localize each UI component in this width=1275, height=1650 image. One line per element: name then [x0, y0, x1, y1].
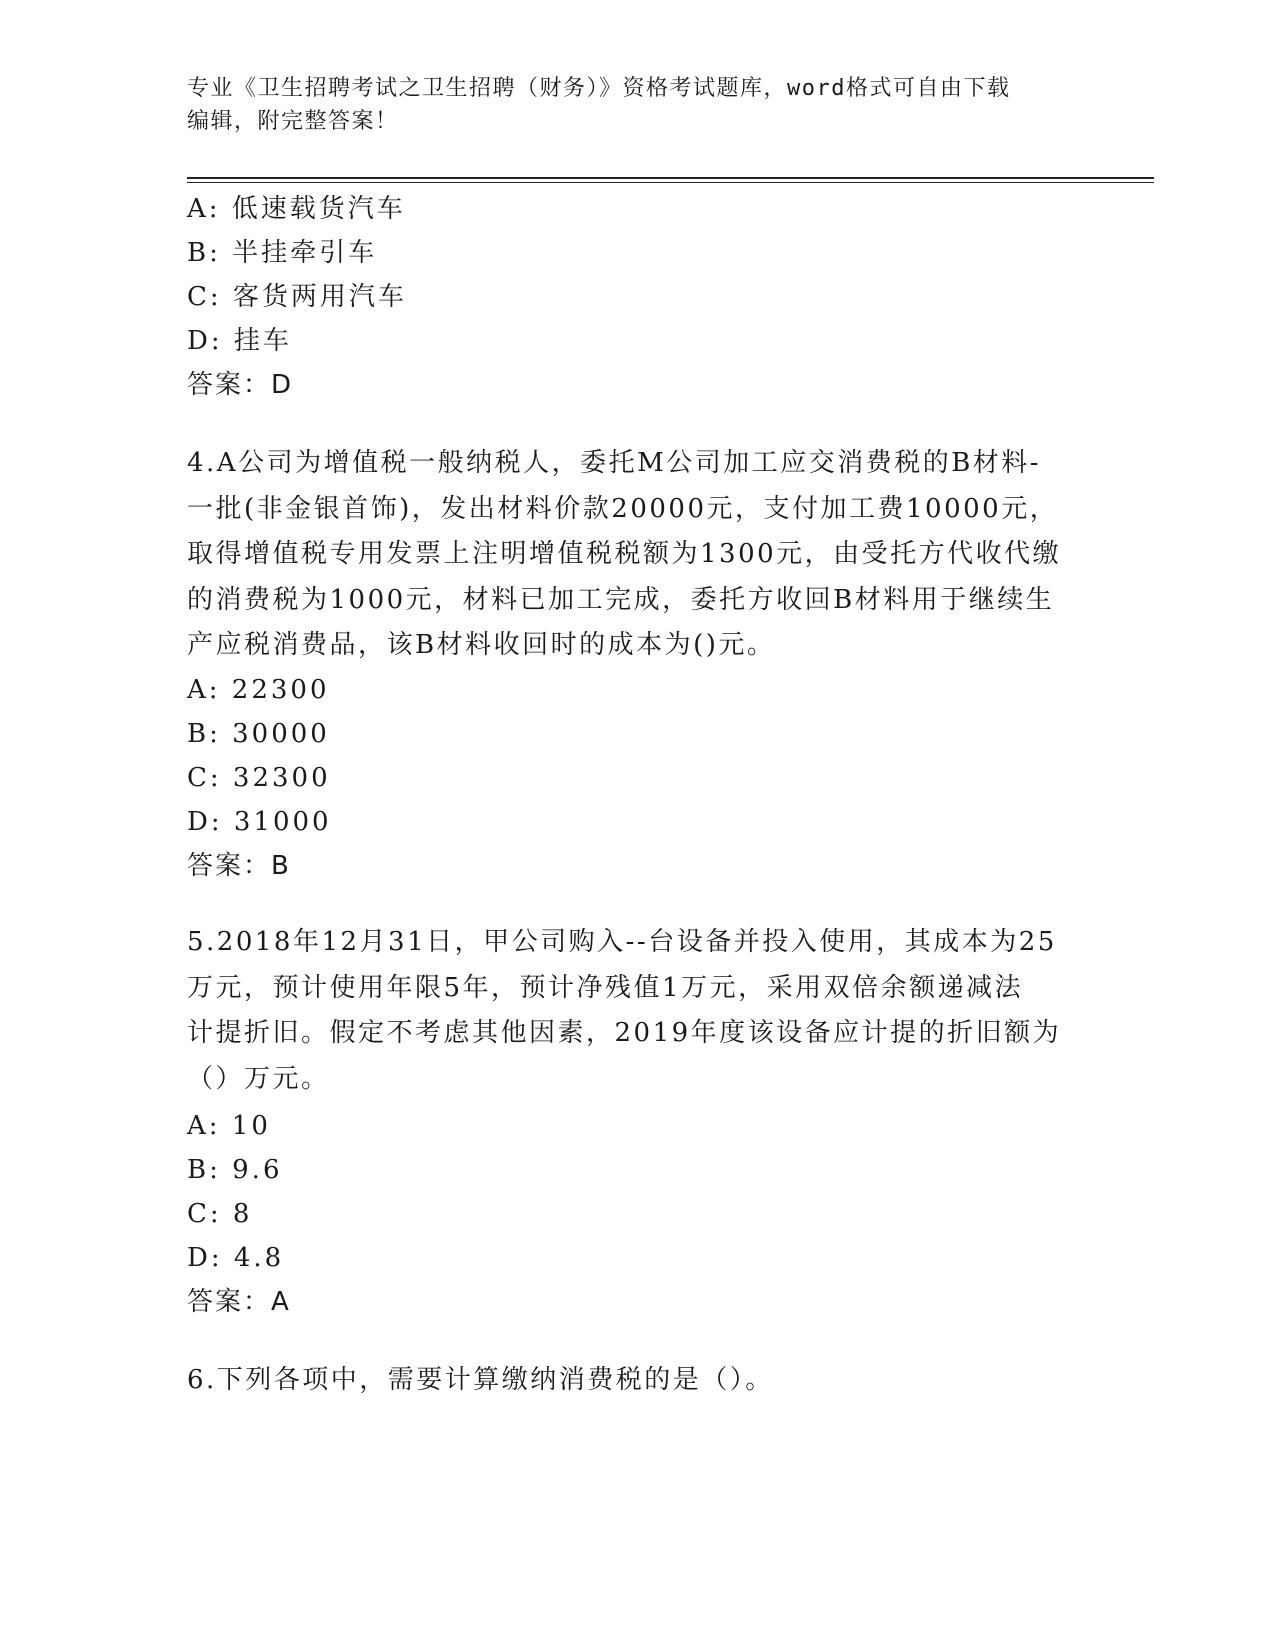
q3-option-d: D: 挂车 — [187, 326, 292, 356]
header-divider-thin — [187, 182, 1154, 183]
q3-answer: 答案：D — [187, 370, 294, 400]
q3-option-b: B: 半挂牵引车 — [187, 238, 378, 268]
document-header — [187, 72, 1087, 138]
q4-question-line-5: 产应税消费品，该B材料收回时的成本为()元。 — [187, 630, 776, 660]
q6-question-line-1: 6.下列各项中，需要计算缴纳消费税的是（）。 — [187, 1365, 774, 1395]
q4-question-line-1: 4.A公司为增值税一般纳税人，委托M公司加工应交消费税的B材料- — [187, 448, 1042, 478]
q5-option-b: B: 9.6 — [187, 1155, 283, 1185]
q4-question — [187, 441, 1087, 669]
q4-question-line-4: 的消费税为1000元，材料已加工完成，委托方收回B材料用于继续生 — [187, 584, 1055, 615]
q4-question-line-3: 取得增值税专用发票上注明增值税税额为1300元，由受托方代收代缴 — [187, 539, 1062, 569]
q5-question-line-1: 5.2018年12月31日，甲公司购入--台设备并投入使用，其成本为25 — [187, 927, 1057, 957]
q5-option-d: D: 4.8 — [187, 1243, 285, 1273]
q6-question — [187, 1358, 1087, 1404]
q4-option-c: C: 32300 — [187, 763, 331, 793]
q5-question-line-4: （）万元。 — [187, 1063, 330, 1094]
q5-option-c: C: 8 — [187, 1199, 253, 1229]
q5-question — [187, 920, 1087, 1102]
q4-option-b: B: 30000 — [187, 719, 330, 749]
q4-answer: 答案：B — [187, 851, 291, 881]
header-title-line-1: 专业《卫生招聘考试之卫生招聘（财务）》资格考试题库，word格式可自由下载 — [187, 76, 1011, 101]
q3-option-a: A: 低速载货汽车 — [187, 194, 406, 224]
header-divider-thick — [187, 177, 1154, 179]
q3-option-c: C: 客货两用汽车 — [187, 282, 407, 312]
q5-option-a: A: 10 — [187, 1111, 271, 1141]
q4-option-a: A: 22300 — [187, 675, 330, 705]
q5-question-line-3: 计提折旧。假定不考虑其他因素，2019年度该设备应计提的折旧额为 — [187, 1018, 1062, 1048]
q5-question-line-2: 万元，预计使用年限5年，预计净残值1万元，采用双倍余额递减法 — [187, 972, 1024, 1003]
q4-option-d: D: 31000 — [187, 807, 332, 837]
q4-question-line-2: 一批(非金银首饰)，发出材料价款20000元，支付加工费10000元， — [187, 493, 1059, 524]
header-title-line-2: 编辑，附完整答案！ — [187, 109, 399, 134]
q5-answer: 答案：A — [187, 1287, 291, 1317]
